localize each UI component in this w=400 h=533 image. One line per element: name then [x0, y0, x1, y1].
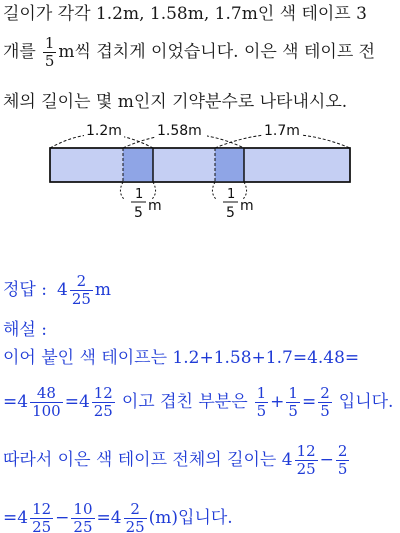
- tape-diagram: [0, 118, 400, 228]
- explanation-line-2: =4 $\frac{48}{100}$ =4 $\frac{12}{25}$ 이고 겹친 부분은 $\frac{1}{5}$ + $\frac{1}{5}$ = $\frac{2}{5}$ 입니다.: [3, 384, 394, 420]
- overlap-2-den: 5: [226, 205, 235, 221]
- tape-label-2: 1.58m: [157, 123, 202, 139]
- tape-label-3: 1.7m: [264, 123, 300, 139]
- explanation-line-1: 이어 붙인 색 테이프는 1.2+1.58+1.7=4.48=: [3, 348, 360, 368]
- tape-bar: [50, 148, 350, 182]
- overlap-2: [215, 148, 244, 182]
- explanation-label: 해설 :: [3, 320, 47, 340]
- explanation-line-4: =4 $\frac{12}{25}$ − $\frac{10}{25}$ =4 $\frac{2}{25}$ (m)입니다.: [3, 500, 233, 533]
- tape-label-1: 1.2m: [86, 123, 122, 139]
- question-line-1: 길이가 각각 1.2m, 1.58m, 1.7m인 색 테이프 3: [3, 4, 367, 24]
- overlap-1: [123, 148, 153, 182]
- explanation-line-3: 따라서 이은 색 테이프 전체의 길이는 4 $\frac{12}{25}$ − $\frac{2}{5}$: [3, 442, 348, 478]
- question-line-2: 개를 $\frac{1}{5}$ m씩 겹치게 이었습니다. 이은 색 테이프 전: [3, 34, 376, 70]
- overlap-1-unit: m: [148, 198, 162, 214]
- question-line-3: 체의 길이는 몇 m인지 기약분수로 나타내시오.: [3, 92, 348, 112]
- answer-line: 정답 : 4 $\frac{2}{25}$ m: [3, 272, 112, 308]
- overlap-2-unit: m: [240, 198, 254, 214]
- overlap-1-num: 1: [135, 187, 144, 202]
- overlap-2-num: 1: [227, 187, 236, 202]
- overlap-1-den: 5: [134, 205, 143, 221]
- fraction: $\frac{1}{5}$: [44, 34, 55, 70]
- answer-fraction: $\frac{2}{25}$: [71, 272, 91, 308]
